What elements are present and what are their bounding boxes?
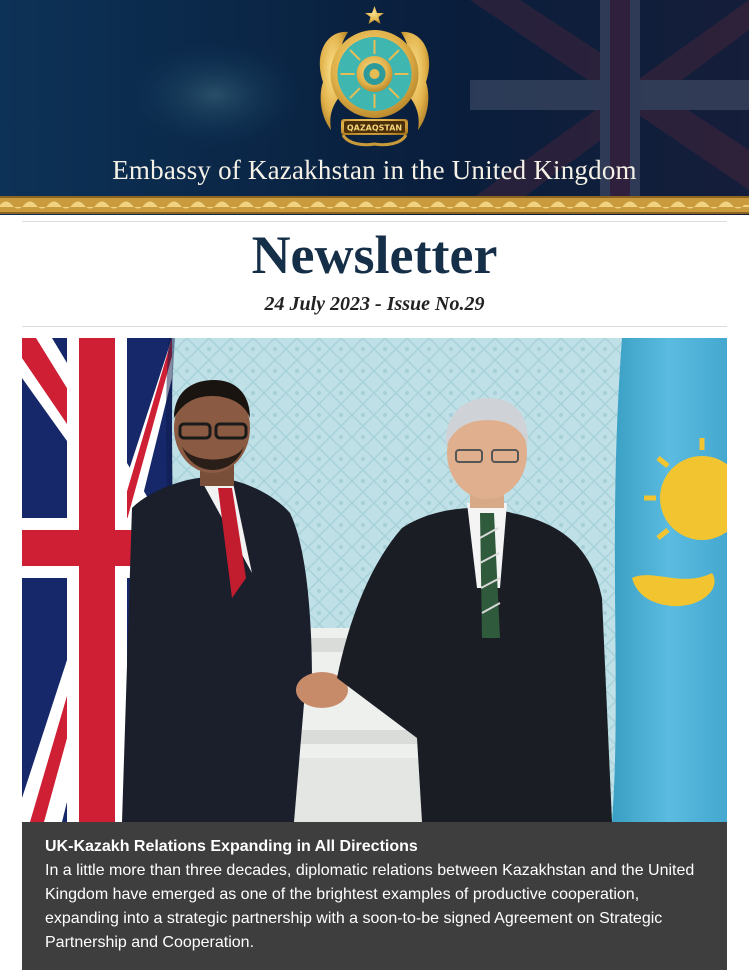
ornament-border [0, 196, 749, 214]
embassy-title: Embassy of Kazakhstan in the United Kingdom [112, 155, 637, 185]
newsletter-title: Newsletter [251, 225, 498, 285]
article-body: In a little more than three decades, diplomatic relations between Kazakhstan and the United Kingdom have emerged as one of the brightest examples of productive cooperation, expanding into a strategic partnership with a soon-to-be signed Agreement on Strategic Partnership and Cooperation. [45, 862, 695, 951]
divider-bottom [22, 326, 727, 327]
article-headline[interactable]: UK-Kazakh Relations Expanding in All Directions [45, 838, 418, 855]
article-caption [22, 822, 727, 970]
header-banner [0, 0, 749, 215]
svg-text:QAZAQSTAN: QAZAQSTAN [346, 123, 403, 133]
kazakhstan-flag [612, 338, 727, 822]
divider-top [22, 221, 727, 222]
kazakhstan-emblem-icon [303, 2, 446, 152]
issue-line: 24 July 2023 - Issue No.29 [264, 293, 485, 315]
handshake-photo-illustration [22, 338, 727, 822]
article-photo[interactable] [22, 338, 727, 822]
